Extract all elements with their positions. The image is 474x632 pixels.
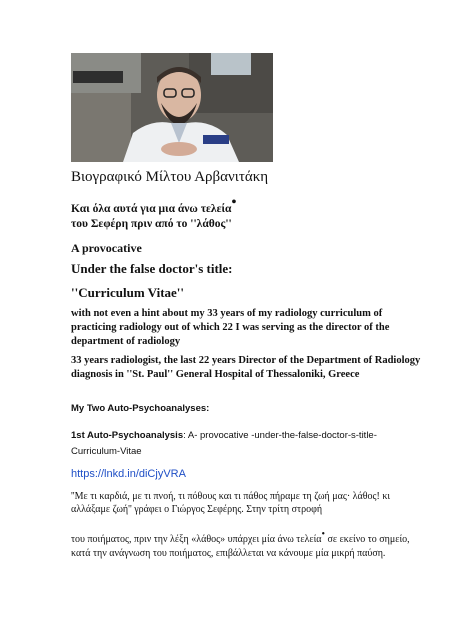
analyses-heading: My Two Auto-Psychoanalyses: <box>71 403 210 414</box>
first-analysis-text: : A- provocative -under-the-false-doctor-s-title-Curriculum-Vitae <box>71 430 377 457</box>
portrait-photo-drawing <box>71 53 273 162</box>
false-title-heading: Under the false doctor's title: <box>71 261 233 276</box>
hint-paragraph: with not even a hint about my 33 years of my radiology curriculum of practicing radiology out of which 22 I was serving as the director of the department of radiology <box>71 308 390 347</box>
subtitle-line-1 <box>71 195 421 215</box>
page-title: Βιογραφικό Μίλτου Αρβανιτάκη <box>71 169 269 185</box>
portrait-photo <box>71 53 273 162</box>
upper-dot: • <box>231 195 237 210</box>
poem-paragraph <box>71 528 419 561</box>
linkedin-link-row <box>71 468 421 480</box>
subtitle-line-2: του Σεφέρη πριν από το ''λάθος'' <box>71 218 232 230</box>
poem-text-a: του ποιήματος, πριν την λέξη «λάθος» υπάρχει μία άνω τελεία <box>71 534 322 545</box>
upper-dot-2: • <box>321 529 326 540</box>
linkedin-link[interactable]: https://lnkd.in/diCjyVRA <box>71 468 186 480</box>
first-analysis <box>71 428 411 460</box>
cv-title: ''Curriculum Vitae'' <box>71 285 185 300</box>
bio-paragraph: 33 years radiologist, the last 22 years Director of the Department of Radiology diagnosis in ''St. Paul'' General Hospital of Thessaloniki, Greece <box>71 355 421 380</box>
first-analysis-label: 1st Auto-Psychoanalysis <box>71 430 184 441</box>
provocative-label: A provocative <box>71 241 142 255</box>
quote-paragraph: ''Με τι καρδιά, με τι πνοή, τι πόθους και τι πάθος πήραμε τη ζωή μας· λάθος! κι αλλάξαμε ζωή'' γράφει ο Γιώργος Σεφέρης. Στην τρίτη στροφή <box>71 491 391 515</box>
poem-text-b: σε εκείνο το σημείο, κατά την ανάγνωση του ποιήματος, επιβάλλεται να κάνουμε μία μικρή παύση. <box>71 534 410 559</box>
subtitle-line-1-text: Και όλα αυτά για μια άνω τελεία <box>71 203 232 215</box>
